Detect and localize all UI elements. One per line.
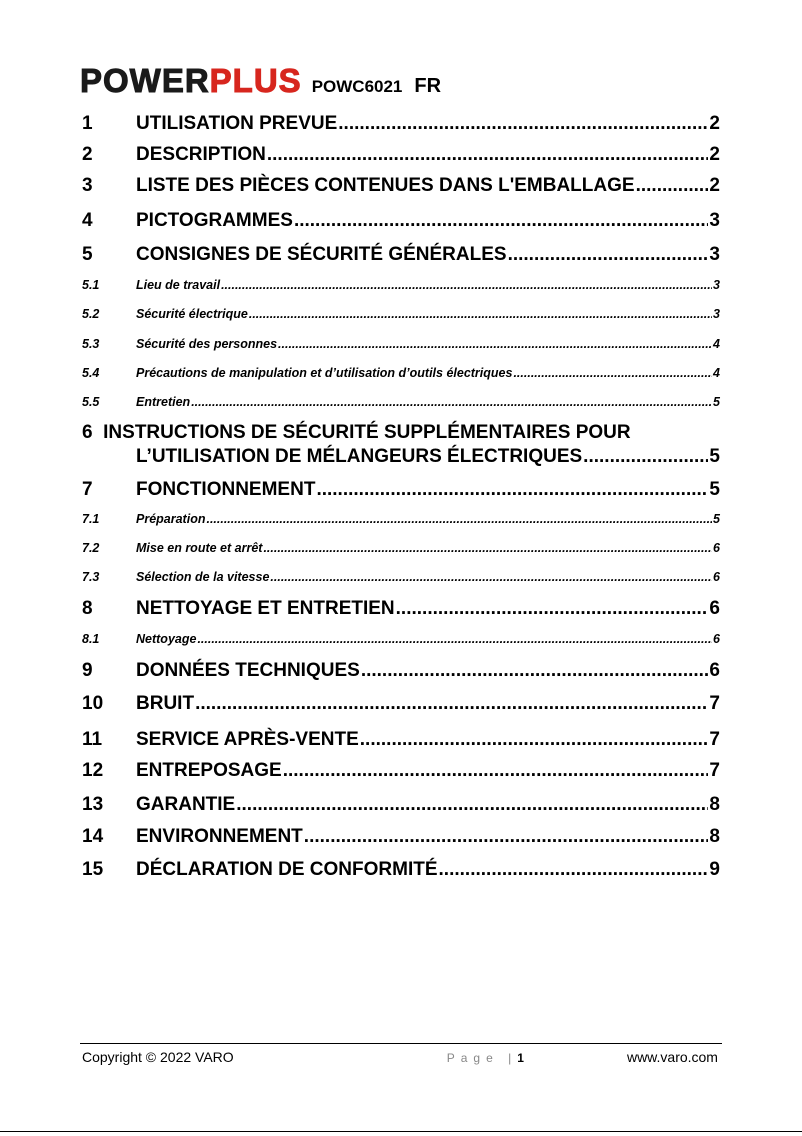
toc-title: Précautions de manipulation et d’utilisation d’outils électriques <box>136 366 513 380</box>
toc-entry-7[interactable] <box>82 479 720 501</box>
toc-title: Mise en route et arrêt <box>136 541 263 555</box>
toc-title: ENTREPOSAGE <box>136 760 282 781</box>
toc-page: 3 <box>709 210 720 231</box>
toc-number: 5.2 <box>82 307 100 321</box>
toc-title: Sécurité électrique <box>136 307 248 321</box>
toc-entry-14[interactable] <box>82 826 720 848</box>
toc-leader <box>361 660 709 682</box>
toc-leader <box>278 337 712 351</box>
toc-title: CONSIGNES DE SÉCURITÉ GÉNÉRALES <box>136 244 507 265</box>
toc-leader <box>513 366 712 380</box>
toc-leader <box>197 632 712 646</box>
toc-page: 9 <box>709 859 720 880</box>
toc-number: 7.2 <box>82 541 100 555</box>
toc-leader <box>304 826 709 848</box>
toc-entry-8[interactable] <box>82 598 720 620</box>
toc-page: 3 <box>709 244 720 265</box>
toc-number: 5.5 <box>82 395 100 409</box>
toc-number: 14 <box>82 826 104 847</box>
toc-entry-8-1[interactable] <box>82 632 720 646</box>
toc-title: Sécurité des personnes <box>136 337 278 351</box>
toc-number: 9 <box>82 660 93 681</box>
logo-plus-text: PLUS <box>209 62 302 99</box>
toc-entry-10[interactable] <box>82 693 720 715</box>
toc-number: 5.4 <box>82 366 100 380</box>
toc-entry-7-2[interactable] <box>82 541 720 555</box>
toc-entry-13[interactable] <box>82 794 720 816</box>
toc-title: DÉCLARATION DE CONFORMITÉ <box>136 859 438 880</box>
toc-number: 8 <box>82 598 93 619</box>
toc-entry-2[interactable] <box>82 144 720 166</box>
toc-title: NETTOYAGE ET ENTRETIEN <box>136 598 395 619</box>
toc-entry-11[interactable] <box>82 729 720 751</box>
toc-page: 6 <box>709 660 720 681</box>
toc-entry-5-2[interactable] <box>82 307 720 321</box>
toc-leader <box>338 113 708 135</box>
toc-page: 5 <box>713 395 720 409</box>
toc-entry-7-1[interactable] <box>82 512 720 526</box>
toc-title-line1: INSTRUCTIONS DE SÉCURITÉ SUPPLÉMENTAIRES POUR <box>103 422 631 443</box>
toc-leader <box>249 307 712 321</box>
toc-leader <box>583 446 708 468</box>
toc-page: 8 <box>709 826 720 847</box>
toc-title: GARANTIE <box>136 794 236 815</box>
document-header <box>80 64 441 98</box>
toc-leader <box>267 144 709 166</box>
copyright-text: Copyright © 2022 VARO <box>82 1049 234 1065</box>
toc-page: 3 <box>713 307 720 321</box>
toc-number: 5 <box>82 244 93 265</box>
toc-entry-1[interactable] <box>82 113 720 135</box>
toc-number: 12 <box>82 760 104 781</box>
toc-number: 11 <box>82 729 103 750</box>
toc-title: Nettoyage <box>136 632 197 646</box>
toc-number: 10 <box>82 693 104 714</box>
toc-page: 6 <box>713 541 720 555</box>
toc-page: 7 <box>709 729 720 750</box>
page-label: Page | <box>446 1051 518 1065</box>
toc-page: 2 <box>709 113 720 134</box>
language-code: FR <box>414 75 442 97</box>
toc-page: 6 <box>709 598 720 619</box>
toc-leader <box>439 859 709 881</box>
powerplus-logo <box>80 64 302 97</box>
toc-page: 6 <box>713 632 720 646</box>
toc-page: 2 <box>709 144 720 165</box>
toc-page: 2 <box>709 175 720 196</box>
model-number: POWC6021 <box>311 77 403 96</box>
toc-entry-3[interactable] <box>82 175 720 197</box>
toc-title: DESCRIPTION <box>136 144 266 165</box>
toc-leader <box>283 760 709 782</box>
page-indicator <box>447 1051 524 1065</box>
toc-page: 3 <box>713 278 720 292</box>
toc-leader <box>191 395 712 409</box>
toc-number: 1 <box>82 113 93 134</box>
toc-page: 7 <box>709 760 720 781</box>
toc-title: Lieu de travail <box>136 278 221 292</box>
toc-entry-5-1[interactable] <box>82 278 720 292</box>
toc-page: 7 <box>709 693 720 714</box>
toc-number: 13 <box>82 794 104 815</box>
toc-number: 3 <box>82 175 93 196</box>
toc-leader <box>263 541 712 555</box>
toc-leader <box>396 598 709 620</box>
toc-entry-9[interactable] <box>82 660 720 682</box>
toc-title: LISTE DES PIÈCES CONTENUES DANS L'EMBALLAGE <box>136 175 635 196</box>
toc-entry-15[interactable] <box>82 859 720 881</box>
toc-title: Sélection de la vitesse <box>136 570 270 584</box>
toc-leader <box>636 175 709 197</box>
toc-page: 6 <box>713 570 720 584</box>
toc-leader <box>206 512 712 526</box>
toc-entry-7-3[interactable] <box>82 570 720 584</box>
page-bottom-edge <box>0 1131 802 1132</box>
toc-number: 7.1 <box>82 512 100 526</box>
toc-number: 15 <box>82 859 104 880</box>
toc-title: Entretien <box>136 395 191 409</box>
toc-leader <box>221 278 712 292</box>
page-number: 1 <box>517 1051 524 1065</box>
toc-number: 7 <box>82 479 93 500</box>
toc-entry-6-line1 <box>82 422 720 444</box>
toc-entry-5-5[interactable] <box>82 395 720 409</box>
toc-leader <box>316 479 708 501</box>
toc-entry-6-line2 <box>82 446 720 468</box>
toc-leader <box>360 729 709 751</box>
toc-title: FONCTIONNEMENT <box>136 479 316 500</box>
toc-entry-12[interactable] <box>82 760 720 782</box>
toc-number: 2 <box>82 144 93 165</box>
toc-number: 8.1 <box>82 632 100 646</box>
toc-title: SERVICE APRÈS-VENTE <box>136 729 359 750</box>
toc-entry-5[interactable] <box>82 244 720 266</box>
toc-leader <box>294 210 708 232</box>
toc-page: 8 <box>709 794 720 815</box>
toc-title-line2: L’UTILISATION DE MÉLANGEURS ÉLECTRIQUES <box>136 446 583 467</box>
toc-leader <box>508 244 709 266</box>
toc-title: UTILISATION PREVUE <box>136 113 338 134</box>
footer-divider <box>80 1043 722 1044</box>
page-footer <box>82 1049 718 1065</box>
toc-page: 5 <box>709 446 720 467</box>
toc-entry-4[interactable] <box>82 210 720 232</box>
toc-page: 4 <box>713 366 720 380</box>
toc-number: 7.3 <box>82 570 100 584</box>
toc-leader <box>195 693 708 715</box>
toc-number: 5.1 <box>82 278 100 292</box>
toc-number: 5.3 <box>82 337 100 351</box>
toc-leader <box>270 570 712 584</box>
toc-leader <box>236 794 708 816</box>
website-link[interactable]: www.varo.com <box>626 1049 718 1065</box>
toc-entry-5-3[interactable] <box>82 337 720 351</box>
logo-power-text: POWER <box>80 62 210 99</box>
toc-title: ENVIRONNEMENT <box>136 826 303 847</box>
toc-page: 4 <box>713 337 720 351</box>
toc-entry-5-4[interactable] <box>82 366 720 380</box>
toc-entry-6[interactable] <box>82 422 720 468</box>
toc-page: 5 <box>713 512 720 526</box>
toc-title: Préparation <box>136 512 206 526</box>
toc-title: PICTOGRAMMES <box>136 210 293 231</box>
toc-title: DONNÉES TECHNIQUES <box>136 660 360 681</box>
toc-number: 4 <box>82 210 93 231</box>
toc-number: 6 <box>82 422 93 443</box>
toc-title: BRUIT <box>136 693 195 714</box>
toc-page: 5 <box>709 479 720 500</box>
